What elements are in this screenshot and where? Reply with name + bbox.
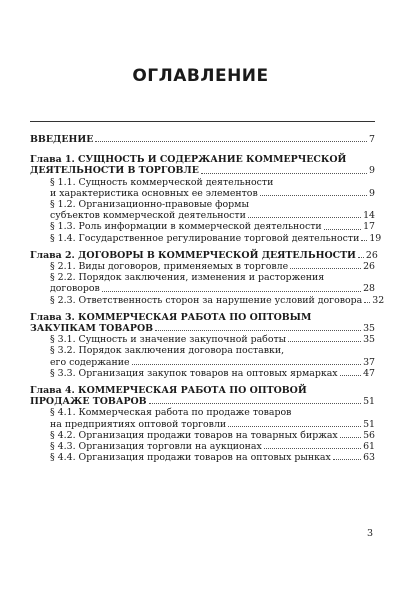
section-title-line2: на предприятиях оптовой торговли bbox=[50, 418, 227, 430]
section-title: § 4.3. Организация торговли на аукционах bbox=[50, 441, 262, 453]
chapter-page: 51 bbox=[363, 396, 375, 408]
section-title: § 3.1. Сущность и значение закупочной работы bbox=[50, 334, 287, 346]
section-title: § 2.3. Ответственность сторон за нарушение условий договора bbox=[50, 294, 363, 306]
chapter-page: 9 bbox=[369, 165, 375, 177]
toc-intro-page: 7 bbox=[369, 134, 375, 145]
dot-leader bbox=[333, 459, 361, 460]
section-title-line2: договоров bbox=[50, 283, 100, 295]
toc-section-4-4 bbox=[30, 452, 375, 463]
section-title-line1: § 2.2. Порядок заключения, изменения и расторжения bbox=[50, 272, 325, 284]
dot-leader bbox=[364, 302, 370, 303]
chapter-title-line2: ЗАКУПКАМ ТОВАРОВ bbox=[30, 323, 154, 335]
section-title: § 4.2. Организация продажи товаров на товарных биржах bbox=[50, 429, 338, 441]
dot-leader bbox=[149, 403, 361, 404]
dot-leader bbox=[228, 426, 361, 427]
toc-section-4-1 bbox=[30, 407, 375, 429]
section-title-line2: субъектов коммерческой деятельности bbox=[50, 210, 246, 222]
dot-leader bbox=[264, 448, 361, 449]
dot-leader bbox=[132, 364, 362, 365]
section-title: § 1.4. Государственное регулирование торговой деятельности bbox=[50, 232, 360, 244]
section-title-line2: и характеристика основных ее элементов bbox=[50, 187, 258, 199]
dot-leader bbox=[201, 173, 367, 174]
section-title-line2: его содержание bbox=[50, 356, 130, 368]
toc-section-1-1 bbox=[30, 177, 375, 199]
dot-leader bbox=[340, 437, 361, 438]
section-page: 28 bbox=[363, 283, 375, 295]
dot-leader bbox=[288, 341, 361, 342]
section-title: § 4.4. Организация продажи товаров на оптовых рынках bbox=[50, 452, 331, 464]
dot-leader bbox=[361, 240, 367, 241]
toc-section-1-2 bbox=[30, 199, 375, 221]
top-rule bbox=[30, 121, 375, 122]
toc-chapter-2 bbox=[30, 249, 378, 261]
toc-intro-title: ВВЕДЕНИЕ bbox=[30, 134, 94, 145]
toc-section-1-3 bbox=[30, 221, 375, 232]
section-page: 19 bbox=[369, 232, 382, 244]
section-page: 32 bbox=[372, 294, 385, 306]
toc-section-3-3 bbox=[30, 368, 375, 379]
chapter-title-line2: ПРОДАЖЕ ТОВАРОВ bbox=[30, 396, 147, 408]
dot-leader bbox=[358, 257, 364, 258]
chapter-title-line2: ДЕЯТЕЛЬНОСТИ В ТОРГОВЛЕ bbox=[30, 165, 199, 177]
dot-leader bbox=[260, 195, 367, 196]
toc-chapter-1 bbox=[30, 154, 375, 176]
section-page: 35 bbox=[363, 334, 375, 346]
toc-intro bbox=[30, 134, 375, 145]
toc-section-1-4 bbox=[30, 232, 382, 244]
toc-section-4-3 bbox=[30, 441, 375, 452]
dot-leader bbox=[95, 141, 367, 142]
dot-leader bbox=[340, 375, 361, 376]
toc-section-4-2 bbox=[30, 430, 375, 441]
section-page: 56 bbox=[363, 429, 375, 441]
table-of-contents bbox=[30, 134, 385, 464]
toc-section-3-1 bbox=[30, 334, 375, 345]
toc-chapter-4 bbox=[30, 385, 375, 407]
dot-leader bbox=[248, 217, 361, 218]
section-page: 37 bbox=[363, 356, 375, 368]
section-title: § 2.1. Виды договоров, применяемых в торговле bbox=[50, 261, 289, 273]
section-page: 14 bbox=[363, 210, 375, 222]
page-number: 3 bbox=[367, 528, 374, 539]
section-page: 63 bbox=[363, 452, 375, 464]
section-title: § 1.3. Роль информации в коммерческой деятельности bbox=[50, 221, 322, 233]
chapter-page: 35 bbox=[363, 323, 375, 335]
toc-chapter-3 bbox=[30, 312, 375, 334]
section-page: 17 bbox=[363, 221, 375, 233]
section-page: 51 bbox=[363, 418, 375, 430]
section-page: 9 bbox=[369, 187, 375, 199]
section-page: 47 bbox=[363, 367, 375, 379]
section-title: § 3.3. Организация закупок товаров на оптовых ярмарках bbox=[50, 367, 338, 379]
chapter-title-line1: Глава 4. КОММЕРЧЕСКАЯ РАБОТА ПО ОПТОВОЙ bbox=[30, 385, 307, 397]
dot-leader bbox=[102, 291, 361, 292]
chapter-title-line1: Глава 3. КОММЕРЧЕСКАЯ РАБОТА ПО ОПТОВЫМ bbox=[30, 311, 312, 323]
dot-leader bbox=[290, 268, 361, 269]
dot-leader bbox=[155, 330, 361, 331]
section-page: 61 bbox=[363, 441, 375, 453]
toc-section-3-2 bbox=[30, 345, 375, 367]
toc-section-2-2 bbox=[30, 272, 375, 294]
chapter-page: 26 bbox=[365, 249, 378, 261]
section-title-line1: § 1.1. Сущность коммерческой деятельности bbox=[50, 176, 274, 188]
section-page: 26 bbox=[363, 261, 375, 273]
dot-leader bbox=[324, 229, 361, 230]
chapter-title-line1: Глава 1. СУЩНОСТЬ И СОДЕРЖАНИЕ КОММЕРЧЕСКОЙ bbox=[30, 154, 347, 166]
section-title-line1: § 4.1. Коммерческая работа по продаже товаров bbox=[50, 407, 292, 419]
section-title-line1: § 3.2. Порядок заключения договора поставки, bbox=[50, 345, 285, 357]
chapter-title: Глава 2. ДОГОВОРЫ В КОММЕРЧЕСКОЙ ДЕЯТЕЛЬНОСТИ bbox=[30, 249, 356, 261]
page-title: ОГЛАВЛЕНИЕ bbox=[132, 66, 269, 86]
toc-section-2-1 bbox=[30, 261, 375, 272]
section-title-line1: § 1.2. Организационно-правовые формы bbox=[50, 199, 249, 211]
toc-section-2-3 bbox=[30, 294, 385, 306]
